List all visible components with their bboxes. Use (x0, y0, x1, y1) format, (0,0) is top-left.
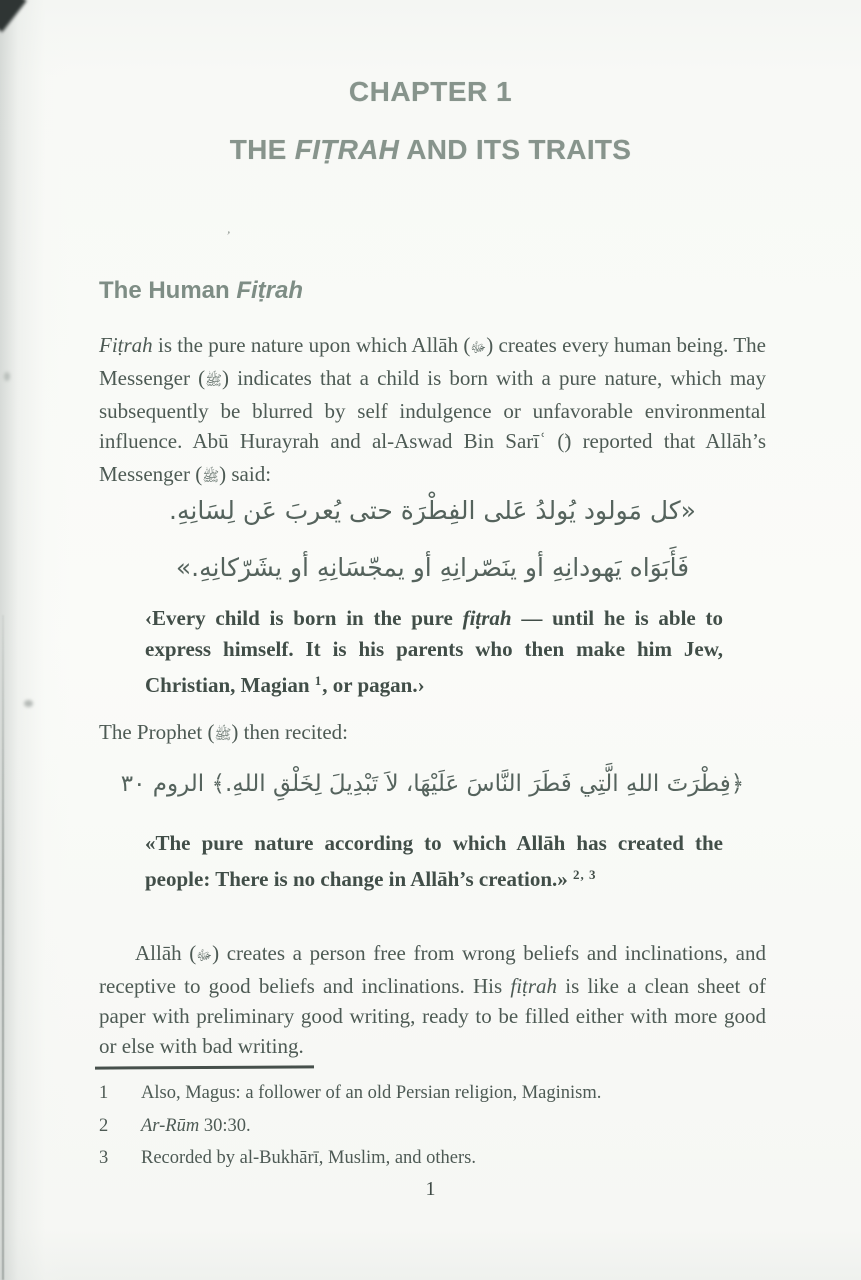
text-run: ) creates a person free from wrong beliefs and inclinations, and receptive to good beliefs and inclinations. His (99, 941, 767, 998)
text-run: FIṬRAH (294, 134, 400, 165)
footnote-number: 1 (99, 1083, 109, 1103)
text-run: ‹Every child is born in the pure (145, 606, 463, 630)
text-run: AND ITS TRAITS (399, 134, 632, 165)
honorific-mark: ﷻ (196, 948, 213, 964)
paragraph-fitrah-intro (99, 330, 766, 492)
page-number: 1 (425, 1178, 436, 1200)
chapter-label: CHAPTER 1 (348, 76, 513, 107)
text-run: «The pure nature according to which Allāh has created the people: There is no change in Allāh’s creation.» (145, 831, 723, 891)
hadith-translation-quote (145, 603, 723, 701)
footnote-marker: 1 (314, 673, 323, 688)
text-run: Allāh ( (135, 941, 197, 965)
footnote-text (141, 1142, 766, 1175)
text-run: Recorded by al-Bukhārī, Muslim, and others. (141, 1148, 476, 1168)
footnote-marker: 2, 3 (573, 867, 597, 882)
arabic-verse-line: ﴿فِطْرَتَ اللهِ الَّتِي فَطَرَ النَّاسَ عَلَيْهَا، لاَ تَبْدِيلَ لِخَلْقِ اللهِ.﴾ الروم ٣٠ (120, 771, 745, 797)
arabic-hadith-line-2: فَأَبَوَاه يَهودانِهِ أو ينَصّرانِهِ أو يمجّسَانِهِ أو يشَرّكانِهِ.» (175, 553, 690, 582)
text-run: fiṭrah (510, 974, 558, 998)
text-run: 30:30. (199, 1115, 251, 1136)
arabic-hadith-line-1: «كل مَولود يُولدُ عَلى الفِطْرَة حتى يُعربَ عَن لِسَانِهِ. (169, 496, 696, 525)
footnote-number: 3 (99, 1148, 109, 1168)
scan-corner-artifact (0, 0, 27, 32)
text-run: , or pagan.› (322, 673, 425, 697)
text-run: is the pure nature upon which Allāh ( (152, 333, 471, 357)
honorific-mark: ﷺ (214, 727, 232, 743)
text-run: ) indicates that a child is born with a pure nature, which may subsequently be blurred by self indulgence or unfavorable environmental influence. Abū Hurayrah and al-Aswad Bin Sarīʿ ( (99, 366, 766, 453)
section-heading (99, 277, 303, 305)
text-run: The Human (99, 277, 237, 304)
text-run: ) creates every human being. The Messenger ( (99, 333, 766, 390)
text-run: ) said: (219, 462, 272, 486)
paragraph-clean-sheet (99, 938, 766, 1061)
chapter-title (0, 134, 861, 166)
text-run: is like a clean sheet of paper with preliminary good writing, ready to be filled either with more good or else with bad writing. (99, 974, 766, 1058)
verse-translation-quote (145, 828, 723, 895)
text-run: ) reported that Allāh’s Messenger ( (99, 429, 767, 486)
arabic-hadith-block (99, 482, 766, 596)
text-run: The Prophet ( (99, 720, 215, 744)
footnote-row (99, 1142, 766, 1175)
prophet-recited-line (99, 717, 766, 750)
footnote-row (99, 1077, 766, 1110)
footnote-number: 2 (99, 1115, 109, 1136)
text-run: Also, Magus: a follower of an old Persian religion, Maginism. (141, 1083, 602, 1103)
text-run: fiṭrah (462, 606, 512, 630)
text-run: — until he is able to express himself. It is his parents who then make him Jew, Christian, Magian (145, 606, 723, 697)
stray-ink-mark: ʼ (225, 227, 232, 244)
footnote-text (141, 1077, 766, 1110)
text-run: Ar-Rūm (141, 1115, 200, 1136)
text-run: THE (229, 134, 295, 165)
text-run: ) then recited: (231, 720, 349, 744)
text-run: Fiṭrah (99, 333, 153, 357)
honorific-mark: ﷺ (205, 373, 223, 389)
text-run: Fiṭrah (236, 277, 304, 304)
scan-smudge (24, 700, 33, 707)
honorific-mark: ﷻ (470, 340, 487, 356)
footnote-row (99, 1110, 766, 1143)
footnotes-block (99, 1077, 766, 1175)
honorific-mark: ﷺ (202, 469, 220, 485)
scan-smudge (4, 372, 10, 381)
footnote-text (141, 1110, 766, 1143)
footnote-separator-rule (95, 1065, 314, 1069)
